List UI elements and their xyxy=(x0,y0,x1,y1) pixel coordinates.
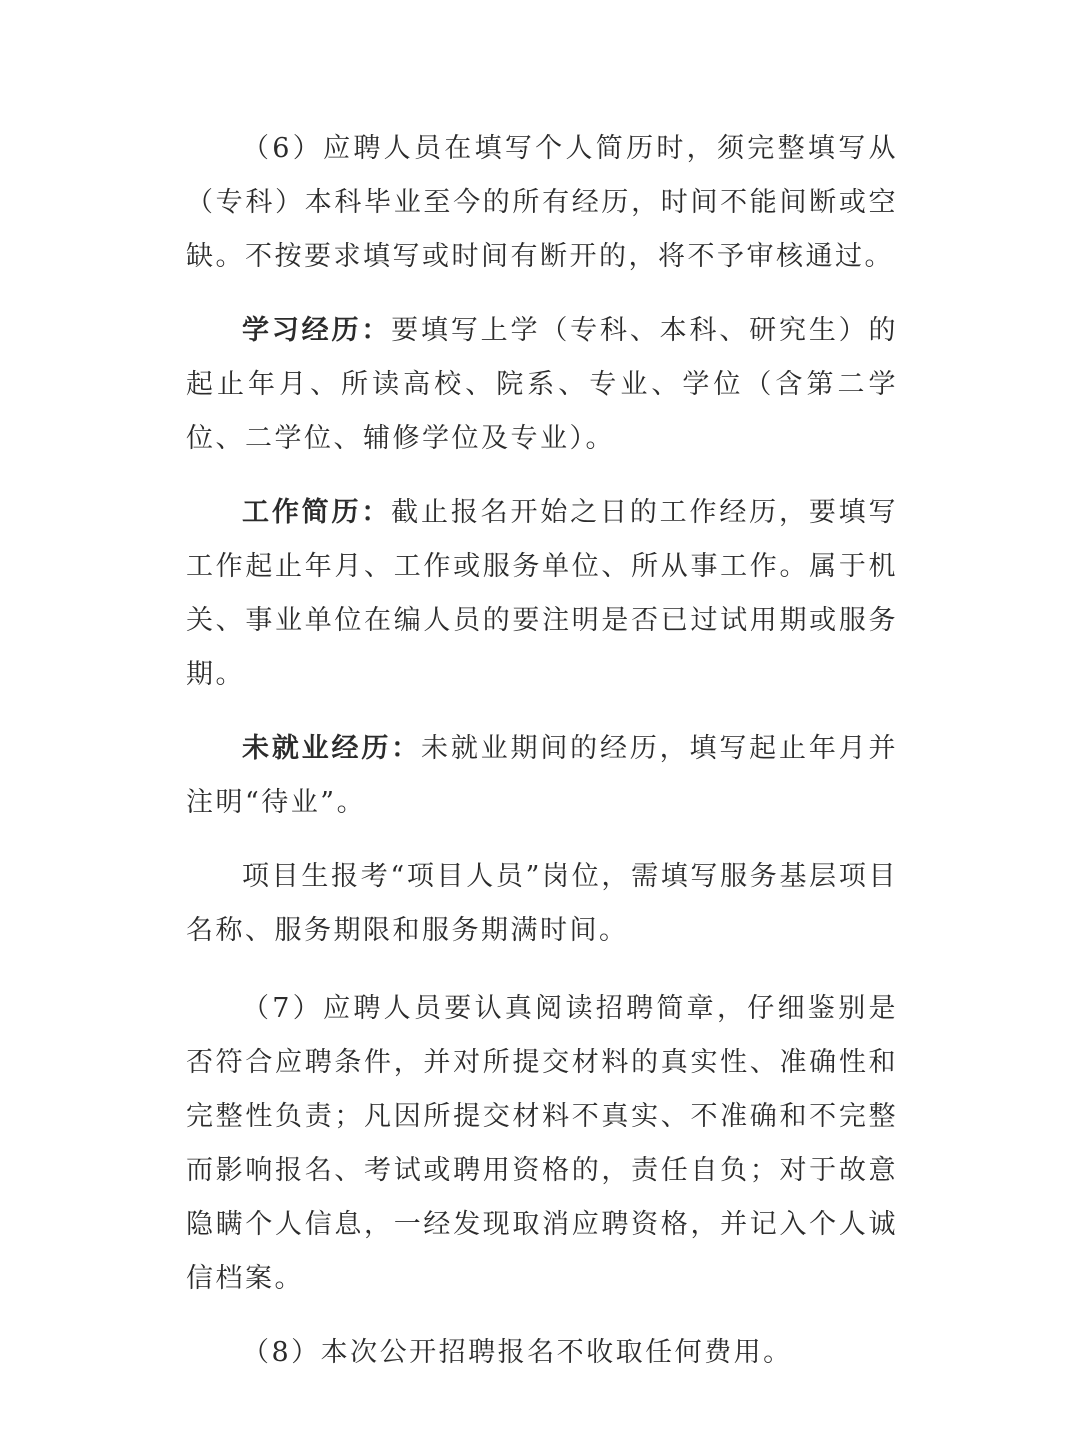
document-page xyxy=(186,122,898,1380)
paragraph-study-experience xyxy=(186,304,898,466)
paragraph-work-history xyxy=(186,486,898,702)
work-history-label: 工作简历： xyxy=(242,497,392,528)
paragraph-project-personnel: 项目生报考“项目人员”岗位，需填写服务基层项目名称、服务期限和服务期满时间。 xyxy=(186,861,898,946)
paragraph-item-6: （6）应聘人员在填写个人简历时，须完整填写从（专科）本科毕业至今的所有经历，时间不能间断或空缺。不按要求填写或时间有断开的，将不予审核通过。 xyxy=(186,133,898,272)
study-experience-label: 学习经历： xyxy=(242,315,392,346)
paragraph-item-7: （7）应聘人员要认真阅读招聘简章，仔细鉴别是否符合应聘条件，并对所提交材料的真实性、准确性和完整性负责；凡因所提交材料不真实、不准确和不完整而影响报名、考试或聘用资格的，责任自负；对于故意隐瞒个人信息，一经发现取消应聘资格，并记入个人诚信档案。 xyxy=(186,993,898,1294)
paragraph-unemployed-experience xyxy=(186,722,898,830)
paragraph-item-8: （8）本次公开招聘报名不收取任何费用。 xyxy=(242,1337,793,1368)
unemployed-experience-label: 未就业经历： xyxy=(242,733,421,764)
unemployed-experience-text: 未就业期间的经历，填写起止年月并注明“待业”。 xyxy=(186,733,898,818)
work-history-text: 截止报名开始之日的工作经历，要填写工作起止年月、工作或服务单位、所从事工作。属于机关、事业单位在编人员的要注明是否已过试用期或服务期。 xyxy=(186,497,899,690)
study-experience-text: 要填写上学（专科、本科、研究生）的起止年月、所读高校、院系、专业、学位（含第二学位、二学位、辅修学位及专业）。 xyxy=(186,315,899,454)
